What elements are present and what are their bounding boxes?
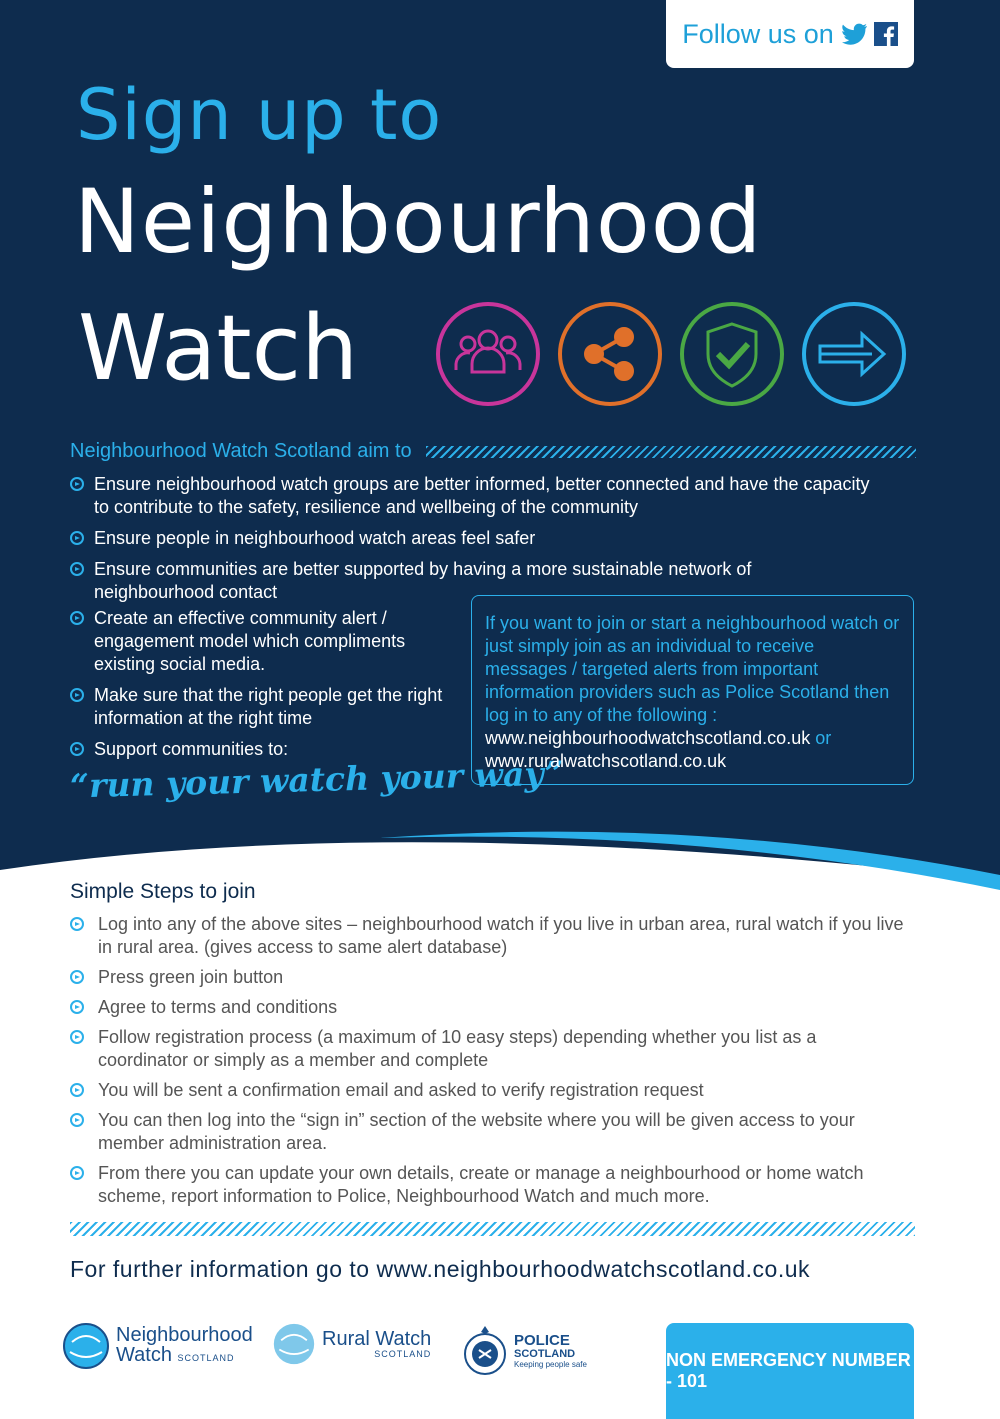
bullet-arrow-icon [70,562,84,576]
follow-us-box[interactable] [666,0,914,68]
bullet-arrow-icon [70,1113,84,1127]
list-item: Ensure neighbourhood watch groups are better informed, better connected and have the capacity to contribute to the safety, resilience and wellbeing of the community [70,473,870,519]
icon-row [434,300,916,412]
list-item: You can then log into the “sign in” section of the website where you will be given access to your member administration area. [70,1109,905,1155]
steps-heading: Simple Steps to join [70,880,256,903]
bullet-arrow-icon [70,1083,84,1097]
neighbourhood-watch-logo: Neighbourhood Watch SCOTLAND [62,1322,253,1370]
bullet-arrow-icon [70,688,84,702]
headline-line3: Watch [78,296,359,401]
non-emergency-number: NON EMERGENCY NUMBER - 101 [666,1323,914,1419]
aims-heading-row [70,440,916,463]
bullet-arrow-icon [70,742,84,756]
headline-line1: Sign up to [76,74,443,156]
or-text: or [810,728,832,748]
bullet-arrow-icon [70,531,84,545]
aims-list-top [70,473,870,612]
bullet-arrow-icon [70,477,84,491]
bullet-arrow-icon [70,917,84,931]
list-item: Agree to terms and conditions [70,996,905,1019]
twitter-icon[interactable] [842,23,868,45]
link-neighbourhoodwatch[interactable]: www.neighbourhoodwatchscotland.co.uk [485,728,811,748]
list-item: Make sure that the right people get the right information at the right time [70,684,450,730]
list-item: Press green join button [70,966,905,989]
list-item: Ensure people in neighbourhood watch areas feel safer [70,527,870,550]
arrow-right-icon [800,300,908,408]
list-item: Ensure communities are better supported by having a more sustainable network of neighbourhood contact [70,558,870,604]
globe-icon [272,1322,316,1366]
police-crest-icon [462,1324,508,1378]
bullet-arrow-icon [70,1166,84,1180]
police-scotland-logo: POLICE SCOTLAND Keeping people safe [462,1324,587,1378]
list-item: From there you can update your own details, create or manage a neighbourhood or home watch scheme, report information to Police, Neighbourhood Watch and much more. [70,1162,905,1208]
join-info-text: If you want to join or start a neighbourhood watch or just simply join as an individual to receive messages / targeted alerts from important information providers such as Police Scotland then log in to any of the following : [485,613,900,725]
further-info: For further information go to www.neighbourhoodwatchscotland.co.uk [70,1256,811,1282]
bullet-arrow-icon [70,611,84,625]
list-item: Support communities to: [70,738,450,761]
rural-watch-logo: Rural Watch SCOTLAND [272,1322,431,1366]
stripe-divider [426,446,916,458]
headline-line2: Neighbourhood [74,170,763,273]
follow-label: Follow us on [682,18,834,49]
share-icon [556,300,664,408]
link-ruralwatch[interactable]: www.ruralwatchscotland.co.uk [485,751,727,771]
bullet-arrow-icon [70,1000,84,1014]
people-icon [434,300,542,408]
list-item: Follow registration process (a maximum of 10 easy steps) depending whether you list as a coordinator or simply as a member and complete [70,1026,905,1072]
join-info-box [471,595,914,785]
steps-list [70,913,905,1215]
aims-list-bottom [70,607,450,769]
bullet-arrow-icon [70,1030,84,1044]
stripe-divider-bottom [70,1222,915,1236]
list-item: Create an effective community alert / engagement model which compliments existing social media. [70,607,450,676]
bullet-arrow-icon [70,970,84,984]
globe-icon [62,1322,110,1370]
list-item: Log into any of the above sites – neighbourhood watch if you live in urban area, rural watch if you live in rural area. (gives access to same alert database) [70,913,905,959]
slogan: “run your watch your way” [69,753,565,806]
aims-heading: Neighbourhood Watch Scotland aim to [70,440,412,462]
facebook-icon[interactable] [874,22,898,46]
shield-check-icon [678,300,786,408]
list-item: You will be sent a confirmation email and asked to verify registration request [70,1079,905,1102]
